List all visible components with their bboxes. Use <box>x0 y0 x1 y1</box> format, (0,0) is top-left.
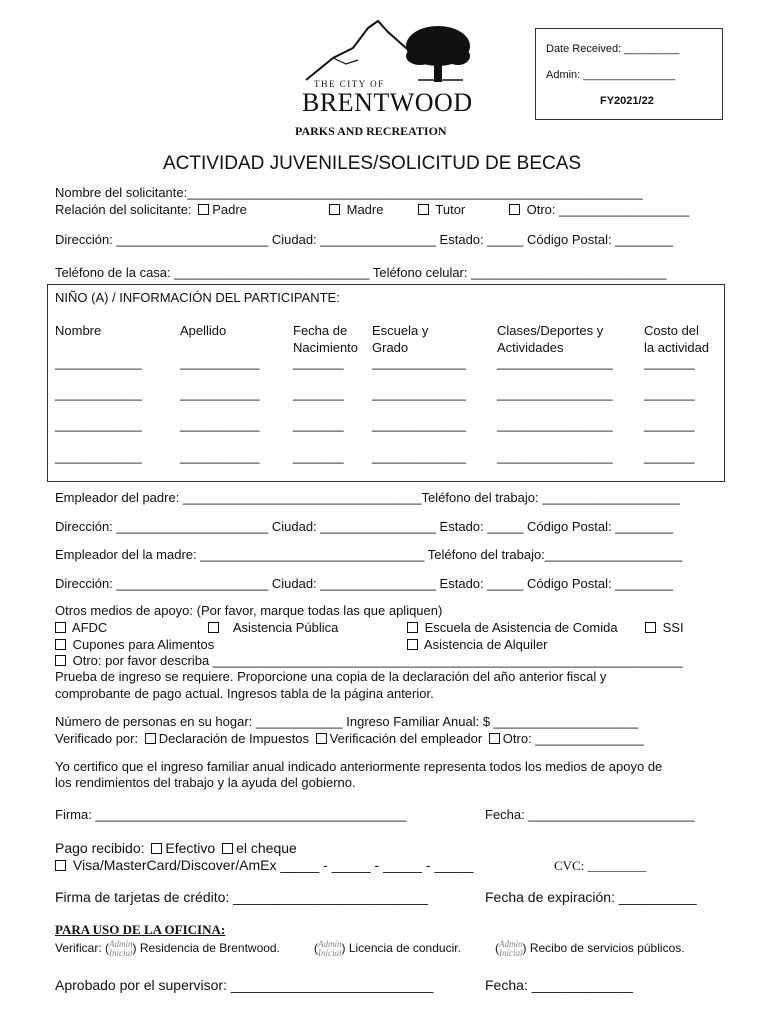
logo-name: BRENTWOOD <box>302 88 473 117</box>
cupones-checkbox[interactable] <box>55 639 66 650</box>
verify-label: Verificar: ( <box>55 941 110 956</box>
residencia-label: ) Residencia de Brentwood. <box>132 941 280 956</box>
afdc-option <box>55 620 107 635</box>
licencia-row: (Admin Inicial) Licencia de conducir. <box>314 939 461 958</box>
verified-label: Verificado por: <box>55 731 139 746</box>
signature-field[interactable]: Firma: ___________________________________________ <box>55 807 407 822</box>
payment-row <box>55 840 297 856</box>
ssi-label: SSI <box>662 620 684 635</box>
col-fecha-2: Nacimiento <box>293 340 359 355</box>
costo-field[interactable]: _______ <box>644 449 695 464</box>
col-fecha-1: Fecha de <box>293 323 348 338</box>
certify-text-1: Yo certifico que el ingreso familiar anual indicado anteriormente representa todos los medios de apoyo de <box>55 759 663 774</box>
verify-row <box>55 940 280 958</box>
father-address-field[interactable]: Dirección: _____________________ Ciudad: ________________ Estado: _____ Código Postal: ________ <box>55 519 674 534</box>
clases-field[interactable]: ________________ <box>497 386 613 401</box>
alquiler-label: Asistencia de Alquiler <box>423 637 548 652</box>
ssi-checkbox[interactable] <box>645 622 656 633</box>
nombre-field[interactable]: ____________ <box>55 449 142 464</box>
proof-text-1: Prueba de ingreso se requiere. Proporcione una copia de la declaración del año anterior fiscal y <box>55 669 607 684</box>
otro-support-checkbox[interactable] <box>55 655 66 666</box>
office-received-box <box>535 28 723 120</box>
fecha-field[interactable]: _______ <box>293 386 344 401</box>
otro-relation-option <box>509 202 689 217</box>
col-escuela-1: Escuela y <box>372 323 429 338</box>
logo-dept: PARKS AND RECREATION <box>295 124 447 138</box>
supervisor-field[interactable]: Aprobado por el supervisor: __________________________ <box>55 977 434 993</box>
recibo-row: (Admin Inicial) Recibo de servicios públicos. <box>495 939 685 958</box>
cupones-label: Cupones para Alimentos <box>72 637 215 652</box>
otro-verify-checkbox[interactable] <box>489 733 500 744</box>
col-costo-1: Costo del <box>644 323 699 338</box>
otro-verify-field[interactable]: Otro: _______________ <box>502 731 644 746</box>
father-employer-field[interactable]: Empleador del padre: _________________________________Teléfono del trabajo: ___________________ <box>55 490 680 505</box>
escuela-comida-checkbox[interactable] <box>407 622 418 633</box>
cheque-checkbox[interactable] <box>222 843 233 854</box>
mother-address-field[interactable]: Dirección: _____________________ Ciudad: ________________ Estado: _____ Código Postal: ________ <box>55 576 674 591</box>
clases-field[interactable]: ________________ <box>497 449 613 464</box>
mother-employer-field[interactable]: Empleador del la madre: _______________________________ Teléfono del trabajo:___________________ <box>55 547 683 562</box>
participant-row <box>48 417 724 435</box>
costo-field[interactable]: _______ <box>644 417 695 432</box>
madre-checkbox[interactable] <box>329 204 340 215</box>
card-row <box>55 857 473 873</box>
nombre-field[interactable]: ____________ <box>55 355 142 370</box>
alquiler-option <box>407 637 547 652</box>
col-clases-2: Actividades <box>497 340 564 355</box>
applicant-name-field[interactable]: Nombre del solicitante:_______________________________________________________________ <box>55 185 643 200</box>
padre-label: Padre <box>212 202 247 217</box>
efectivo-checkbox[interactable] <box>151 843 162 854</box>
admin-initial-recibo[interactable]: Admin Inicial <box>499 939 523 958</box>
escuela-field[interactable]: _____________ <box>372 355 466 370</box>
madre-option <box>329 202 383 217</box>
tutor-option <box>418 202 465 217</box>
costo-field[interactable]: _______ <box>644 386 695 401</box>
support-intro: Otros medios de apoyo: (Por favor, marque todas las que apliquen) <box>55 603 443 618</box>
card-number-field[interactable]: Visa/MasterCard/Discover/AmEx _____ - _____ - _____ - _____ <box>72 857 474 873</box>
nombre-field[interactable]: ____________ <box>55 386 142 401</box>
alquiler-checkbox[interactable] <box>407 639 418 650</box>
office-use-header: PARA USO DE LA OFICINA: <box>55 922 226 937</box>
fiscal-year: FY2021/22 <box>600 95 654 107</box>
otro-relation-checkbox[interactable] <box>509 204 520 215</box>
madre-label: Madre <box>346 202 384 217</box>
card-signature-field[interactable]: Firma de tarjetas de crédito: _________________________ <box>55 889 428 905</box>
participant-header: NIÑO (A) / INFORMACIÓN DEL PARTICIPANTE: <box>55 290 340 305</box>
escuela-field[interactable]: _____________ <box>372 417 466 432</box>
efectivo-label: Efectivo <box>165 840 216 856</box>
col-escuela-2: Grado <box>372 340 409 355</box>
apellido-field[interactable]: ___________ <box>180 386 260 401</box>
admin-field[interactable]: Admin: _______________ <box>546 69 676 81</box>
expiration-field[interactable]: Fecha de expiración: __________ <box>485 889 697 905</box>
cvc-field[interactable]: CVC: _________ <box>554 858 647 873</box>
participant-row <box>48 355 724 373</box>
clases-field[interactable]: ________________ <box>497 355 613 370</box>
escuela-field[interactable]: _____________ <box>372 449 466 464</box>
empleador-checkbox[interactable] <box>316 733 327 744</box>
applicant-address-field[interactable]: Dirección: _____________________ Ciudad: ________________ Estado: _____ Código Postal: ________ <box>55 232 674 247</box>
otro-support-field[interactable]: Otro: por favor describa _________________________________________________________________ <box>72 653 683 668</box>
fecha-field[interactable]: _______ <box>293 449 344 464</box>
impuestos-label: Declaración de Impuestos <box>158 731 310 746</box>
participant-row <box>48 449 724 467</box>
escuela-comida-label: Escuela de Asistencia de Comida <box>424 620 618 635</box>
padre-checkbox[interactable] <box>198 204 209 215</box>
fecha-field[interactable]: _______ <box>293 355 344 370</box>
verified-row <box>55 731 644 746</box>
admin-initial-residencia[interactable]: Admin Inicial <box>109 939 133 958</box>
signature-date-field[interactable]: Fecha: _______________________ <box>485 807 695 822</box>
supervisor-date-field[interactable]: Fecha: _____________ <box>485 977 633 993</box>
col-costo-2: la actividad <box>644 340 710 355</box>
participant-row <box>48 386 724 404</box>
asistencia-publica-checkbox[interactable] <box>208 622 219 633</box>
fecha-field[interactable]: _______ <box>293 417 344 432</box>
escuela-comida-option <box>407 620 618 635</box>
certify-text-2: los rendimientos del trabajo y la ayuda del gobierno. <box>55 775 356 790</box>
licencia-label: ) Licencia de conducir. <box>341 941 461 956</box>
apellido-field[interactable]: ___________ <box>180 355 260 370</box>
card-checkbox[interactable] <box>55 860 66 871</box>
nombre-field[interactable]: ____________ <box>55 417 142 432</box>
relation-label: Relación del solicitante: <box>55 202 192 217</box>
cheque-label: el cheque <box>236 840 297 856</box>
relation-row <box>55 202 247 217</box>
asistencia-publica-option <box>208 620 338 635</box>
col-nombre: Nombre <box>55 323 102 338</box>
cupones-option <box>55 637 214 652</box>
tutor-label: Tutor <box>435 202 466 217</box>
afdc-label: AFDC <box>71 620 108 635</box>
col-clases-1: Clases/Deportes y <box>497 323 604 338</box>
proof-text-2: comprobante de pago actual. Ingresos tabla de la página anterior. <box>55 686 434 701</box>
costo-field[interactable]: _______ <box>644 355 695 370</box>
ssi-option <box>645 620 684 635</box>
col-apellido: Apellido <box>180 323 227 338</box>
empleador-label: Verificación del empleador <box>329 731 483 746</box>
impuestos-checkbox[interactable] <box>145 733 156 744</box>
admin-initial-licencia[interactable]: Admin Inicial <box>318 939 342 958</box>
apellido-field[interactable]: ___________ <box>180 417 260 432</box>
asistencia-publica-label: Asistencia Pública <box>232 620 339 635</box>
participant-section <box>47 284 725 482</box>
applicant-phone-field[interactable]: Teléfono de la casa: ___________________________ Teléfono celular: ___________________________ <box>55 265 667 280</box>
logo-city-of: THE CITY OF <box>314 79 385 89</box>
otro-relation-field[interactable]: Otro: __________________ <box>526 202 690 217</box>
payment-label: Pago recibido: <box>55 840 145 856</box>
otro-support-option <box>55 653 683 668</box>
recibo-label: ) Recibo de servicios públicos. <box>522 941 685 956</box>
escuela-field[interactable]: _____________ <box>372 386 466 401</box>
apellido-field[interactable]: ___________ <box>180 449 260 464</box>
clases-field[interactable]: ________________ <box>497 417 613 432</box>
date-received-field[interactable]: Date Received: _________ <box>546 43 680 55</box>
page-title: ACTIVIDAD JUVENILES/SOLICITUD DE BECAS <box>163 153 582 174</box>
tutor-checkbox[interactable] <box>418 204 429 215</box>
afdc-checkbox[interactable] <box>55 622 66 633</box>
household-income-field[interactable]: Número de personas en su hogar: ____________ Ingreso Familiar Anual: $ ____________________ <box>55 714 639 729</box>
